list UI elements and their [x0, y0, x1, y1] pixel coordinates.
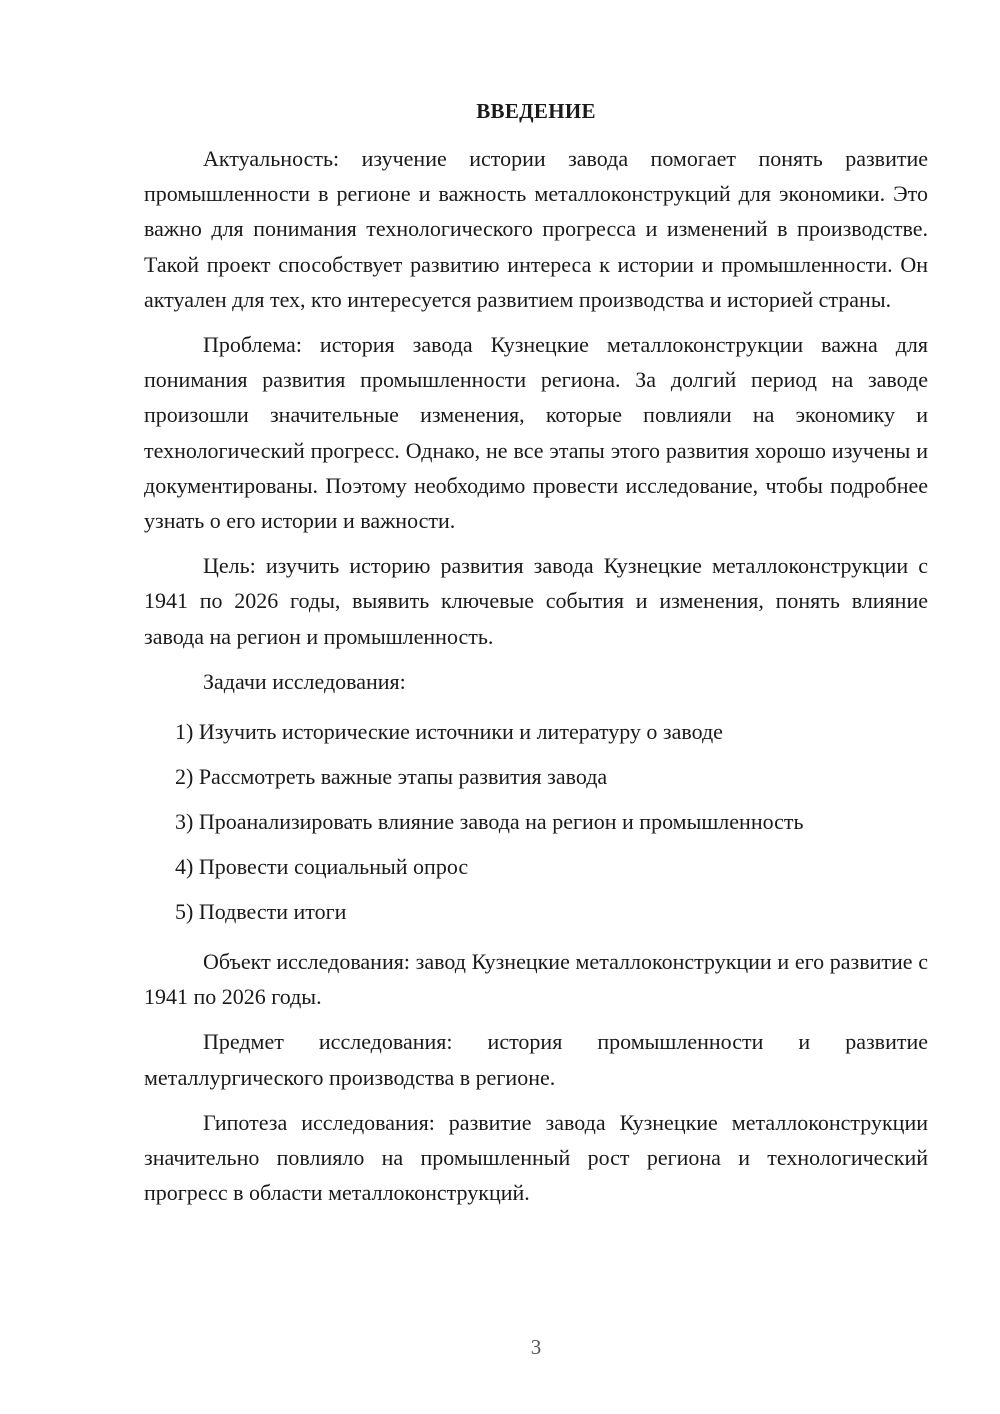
page-number: 3 — [530, 1335, 542, 1359]
page-title: ВВЕДЕНИЕ — [476, 99, 596, 123]
task-item: 2) Рассмотреть важные этапы развития завода — [175, 764, 608, 790]
task-item: 5) Подвести итоги — [175, 899, 347, 925]
subject-paragraph: Предмет исследования: история промышленности и развитие металлургического производства в регионе. — [144, 1029, 928, 1090]
relevance-paragraph: Актуальность: изучение истории завода помогает понять развитие промышленности в регионе и важность металлоконструкций для экономики. Это важно для понимания технологического прогресса и изменений в производстве. Такой проект способствует развитию интереса к истории и промышленности. Он актуален для тех, кто интересуется развитием производства и историей страны. — [144, 146, 928, 312]
tasks-heading: Задачи исследования: — [203, 668, 406, 694]
tasks-list — [144, 709, 928, 934]
task-item: 4) Провести социальный опрос — [175, 854, 469, 880]
hypothesis-paragraph: Гипотеза исследования: развитие завода Кузнецкие металлоконструкции значительно повлияло на промышленный рост региона и технологический прогресс в области металлоконструкций. — [144, 1109, 928, 1206]
object-paragraph: Объект исследования: завод Кузнецкие металлоконструкции и его развитие с 1941 по 2026 годы. — [144, 949, 928, 1010]
goal-paragraph: Цель: изучить историю развития завода Кузнецкие металлоконструкции с 1941 по 2026 годы, выявить ключевые события и изменения, понять влияние завода на регион и промышленность. — [144, 553, 928, 649]
task-item: 3) Проанализировать влияние завода на регион и промышленность — [175, 809, 804, 835]
problem-paragraph: Проблема: история завода Кузнецкие металлоконструкции важна для понимания развития промышленности региона. За долгий период на заводе произошли значительные изменения, которые повлияли на экономику и технологический прогресс. Однако, не все этапы этого развития хорошо изучены и документированы. Поэтому необходимо провести исследование, чтобы подробнее узнать о его истории и важности. — [144, 332, 928, 534]
task-item: 1) Изучить исторические источники и литературу о заводе — [175, 719, 723, 745]
document-body — [144, 141, 928, 1220]
